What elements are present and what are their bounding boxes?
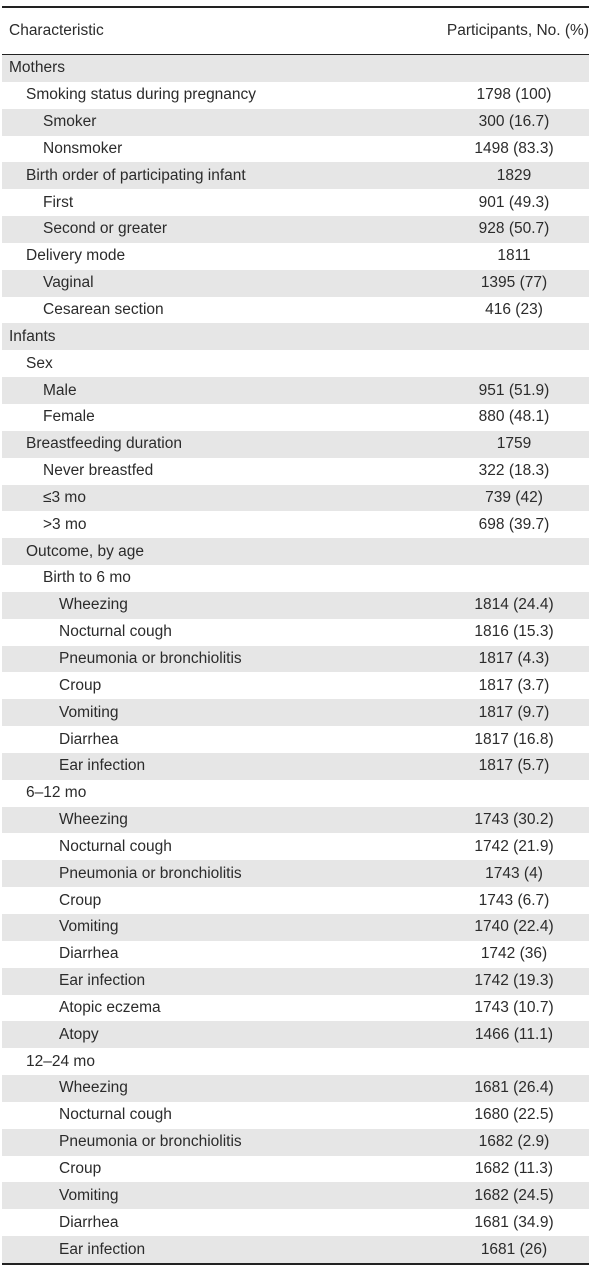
row-characteristic: Outcome, by age [26,542,145,560]
table-row [2,1129,589,1156]
row-participants: 1817 (16.8) [474,730,554,748]
table-row [2,914,589,941]
row-characteristic: First [43,193,74,211]
row-characteristic: Breastfeeding duration [26,435,182,453]
table-row [2,404,589,431]
row-characteristic: Vomiting [59,918,119,936]
row-characteristic: 6–12 mo [26,784,87,802]
row-participants: 1681 (34.9) [474,1213,554,1231]
header-characteristic: Characteristic [9,22,104,39]
row-participants: 1743 (30.2) [474,811,554,829]
table-row [2,297,589,324]
bottom-rule [2,1263,589,1265]
characteristics-table [2,6,589,1265]
row-characteristic: Male [43,381,77,399]
table-row [2,270,589,297]
row-characteristic: Pneumonia or bronchiolitis [59,649,242,667]
row-participants: 880 (48.1) [478,408,550,426]
row-characteristic: Nonsmoker [43,139,123,157]
header-participants: Participants, No. (%) [446,22,589,39]
row-characteristic: >3 mo [43,515,87,533]
row-characteristic: Nocturnal cough [59,837,172,855]
table-row [2,1075,589,1102]
row-characteristic: Wheezing [59,1079,128,1097]
row-characteristic: Infants [9,327,56,345]
row-participants: 1681 (26.4) [474,1079,554,1097]
row-participants: 1680 (22.5) [474,1106,554,1124]
row-participants: 951 (51.9) [478,381,550,399]
row-characteristic: Diarrhea [59,945,119,963]
row-characteristic: Birth order of participating infant [26,166,246,184]
row-participants: 1817 (9.7) [478,703,550,721]
row-characteristic: Second or greater [43,220,168,238]
row-participants: 1742 (19.3) [474,972,554,990]
table-row [2,55,589,82]
table-row [2,592,589,619]
row-participants: 322 (18.3) [478,462,550,480]
row-participants: 416 (23) [485,301,543,319]
row-participants: 1682 (2.9) [478,1133,550,1151]
table-row [2,646,589,673]
table-row [2,511,589,538]
row-characteristic: Vomiting [59,703,119,721]
row-participants: 1743 (6.7) [478,891,550,909]
table-row [2,1209,589,1236]
table-row [2,109,589,136]
row-participants: 1798 (100) [476,86,552,104]
table-row [2,780,589,807]
row-characteristic: Diarrhea [59,1213,119,1231]
row-participants: 1740 (22.4) [474,918,554,936]
row-participants: 1759 [496,435,532,453]
table-row [2,136,589,163]
table-row [2,887,589,914]
table-row [2,485,589,512]
table-row [2,833,589,860]
row-characteristic: Atopy [59,1025,99,1043]
table-header [2,8,589,54]
row-characteristic: Croup [59,891,102,909]
row-characteristic: Sex [26,354,53,372]
row-characteristic: Never breastfed [43,462,154,480]
table-row [2,377,589,404]
table-row [2,672,589,699]
row-participants: 300 (16.7) [478,113,550,131]
row-characteristic: Ear infection [59,757,146,775]
table-row [2,162,589,189]
row-participants: 1817 (4.3) [478,649,550,667]
row-characteristic: ≤3 mo [43,488,86,506]
row-characteristic: Vaginal [43,274,94,292]
row-participants: 1498 (83.3) [474,139,554,157]
row-characteristic: Smoker [43,113,97,131]
row-participants: 1811 [497,247,531,265]
row-participants: 1742 (36) [480,945,548,963]
row-participants: 1816 (15.3) [474,623,554,641]
row-characteristic: Smoking status during pregnancy [26,86,257,104]
row-characteristic: Diarrhea [59,730,119,748]
table-row [2,538,589,565]
row-participants: 1817 (5.7) [478,757,550,775]
table-row [2,1048,589,1075]
row-participants: 1814 (24.4) [474,596,554,614]
row-characteristic: Croup [59,1160,102,1178]
table-row [2,1102,589,1129]
table-row [2,1021,589,1048]
table-row [2,82,589,109]
row-characteristic: Female [43,408,95,426]
row-characteristic: Delivery mode [26,247,126,265]
row-characteristic: Cesarean section [43,301,164,319]
row-participants: 698 (39.7) [478,515,550,533]
table-row [2,726,589,753]
row-characteristic: Pneumonia or bronchiolitis [59,864,242,882]
row-participants: 1829 [496,166,532,184]
table-row [2,619,589,646]
table-row [2,243,589,270]
table-row [2,860,589,887]
row-characteristic: 12–24 mo [26,1052,95,1070]
table-row [2,1182,589,1209]
table-body [2,55,589,1263]
row-characteristic: Wheezing [59,596,128,614]
table-row [2,1236,589,1263]
row-participants: 1742 (21.9) [474,837,554,855]
table-row [2,216,589,243]
row-characteristic: Vomiting [59,1186,119,1204]
row-participants: 739 (42) [485,488,543,506]
table-row [2,350,589,377]
row-participants: 928 (50.7) [478,220,550,238]
table-row [2,995,589,1022]
row-characteristic: Atopic eczema [59,998,161,1016]
table-row [2,968,589,995]
row-characteristic: Ear infection [59,1240,146,1258]
row-participants: 1466 (11.1) [474,1025,554,1043]
table-row [2,458,589,485]
table-row [2,431,589,458]
row-characteristic: Ear infection [59,972,146,990]
table-row [2,189,589,216]
table-row [2,807,589,834]
row-participants: 901 (49.3) [478,193,550,211]
row-participants: 1743 (4) [485,864,543,882]
table-row [2,323,589,350]
table-row [2,753,589,780]
row-participants: 1682 (24.5) [474,1186,554,1204]
row-participants: 1681 (26) [480,1240,548,1258]
row-characteristic: Birth to 6 mo [43,569,131,587]
row-characteristic: Wheezing [59,811,128,829]
row-characteristic: Mothers [9,59,65,77]
row-characteristic: Nocturnal cough [59,623,172,641]
row-characteristic: Pneumonia or bronchiolitis [59,1133,242,1151]
row-characteristic: Croup [59,676,102,694]
row-participants: 1817 (3.7) [478,676,550,694]
table-row [2,1156,589,1183]
row-participants: 1395 (77) [480,274,548,292]
table-row [2,941,589,968]
row-participants: 1743 (10.7) [474,998,554,1016]
row-participants: 1682 (11.3) [474,1160,554,1178]
table-row [2,565,589,592]
row-characteristic: Nocturnal cough [59,1106,172,1124]
table-row [2,699,589,726]
